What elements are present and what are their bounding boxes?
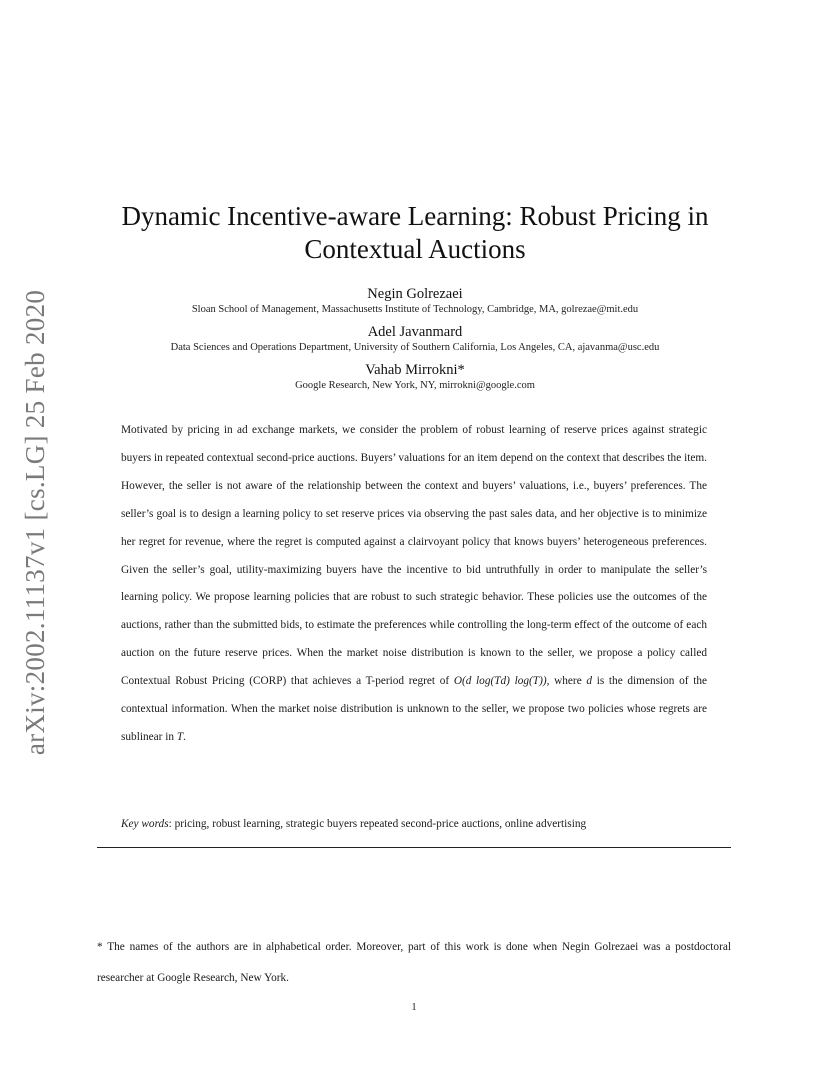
author-name: Vahab Mirrokni* bbox=[365, 362, 465, 378]
page-number: 1 bbox=[411, 1002, 417, 1013]
author-footnote: * The names of the authors are in alphabetical order. Moreover, part of this work is done when Negin Golrezaei was a postdoctoral researcher at Google Research, New York. bbox=[97, 941, 731, 984]
author-name: Adel Javanmard bbox=[367, 324, 463, 340]
author-affiliation: Sloan School of Management, Massachusetts Institute of Technology, Cambridge, MA, golrezae@mit.edu bbox=[191, 304, 639, 315]
section-divider bbox=[97, 847, 731, 848]
keywords-line bbox=[121, 816, 721, 832]
keywords-label: Key words bbox=[121, 818, 169, 830]
regret-bound-expression: O(d log(Td) log(T)) bbox=[453, 675, 547, 688]
horizon-symbol: T bbox=[176, 730, 184, 743]
abstract-text: Motivated by pricing in ad exchange markets, we consider the problem of robust learning of reserve prices against strategic buyers in repeated contextual second-price auctions. Buyers’ valuations for an item depend on the context that describes the item. However, the seller is not aware of the relationship between the context and buyers’ valuations, i.e., buyers’ preferences. The seller’s goal is to design a learning policy to set reserve prices via observing the past sales data, and her objective is to minimize her regret for revenue, where the regret is computed against a clairvoyant policy that knows buyers’ heterogeneous preferences. Given the seller’s goal, utility-maximizing buyers have the incentive to bid untruthfully in order to manipulate the seller’s learning policy. We propose learning policies that are robust to such strategic behavior. These policies use the outcomes of the auctions, rather than the submitted bids, to estimate the preferences while controlling the long-term effect of the outcome of each auction on the future reserve prices. When the market noise distribution is known to the seller, we propose a policy called Contextual Robust Pricing (CORP) that achieves a T-period regret of bbox=[121, 424, 707, 688]
author-affiliation: Google Research, New York, NY, mirrokni@google.com bbox=[295, 380, 535, 391]
author-affiliation: Data Sciences and Operations Department, University of Southern California, Los Angeles, CA, ajavanma@usc.edu bbox=[170, 342, 660, 353]
paper-title: Dynamic Incentive-aware Learning: Robust Pricing in Contextual Auctions bbox=[121, 201, 709, 264]
abstract-text: is the dimension of the contextual information. When the market noise distribution is unknown to the seller, we propose two policies whose regrets are sublinear in bbox=[121, 675, 707, 743]
author-entry bbox=[90, 323, 740, 355]
arxiv-identifier-text: arXiv:2002.11137v1 [cs.LG] 25 Feb 2020 bbox=[20, 289, 51, 756]
author-block bbox=[90, 285, 740, 399]
keywords-separator: : bbox=[168, 818, 175, 830]
author-entry bbox=[90, 361, 740, 393]
arxiv-identifier-stamp bbox=[13, 285, 59, 760]
abstract bbox=[121, 417, 707, 752]
author-entry bbox=[90, 285, 740, 317]
keywords-text: pricing, robust learning, strategic buyers repeated second-price auctions, online advertising bbox=[174, 818, 587, 830]
abstract-text: , where bbox=[546, 675, 587, 688]
dimension-symbol: d bbox=[586, 675, 593, 688]
abstract-text: . bbox=[183, 730, 186, 743]
author-name: Negin Golrezaei bbox=[367, 286, 463, 302]
